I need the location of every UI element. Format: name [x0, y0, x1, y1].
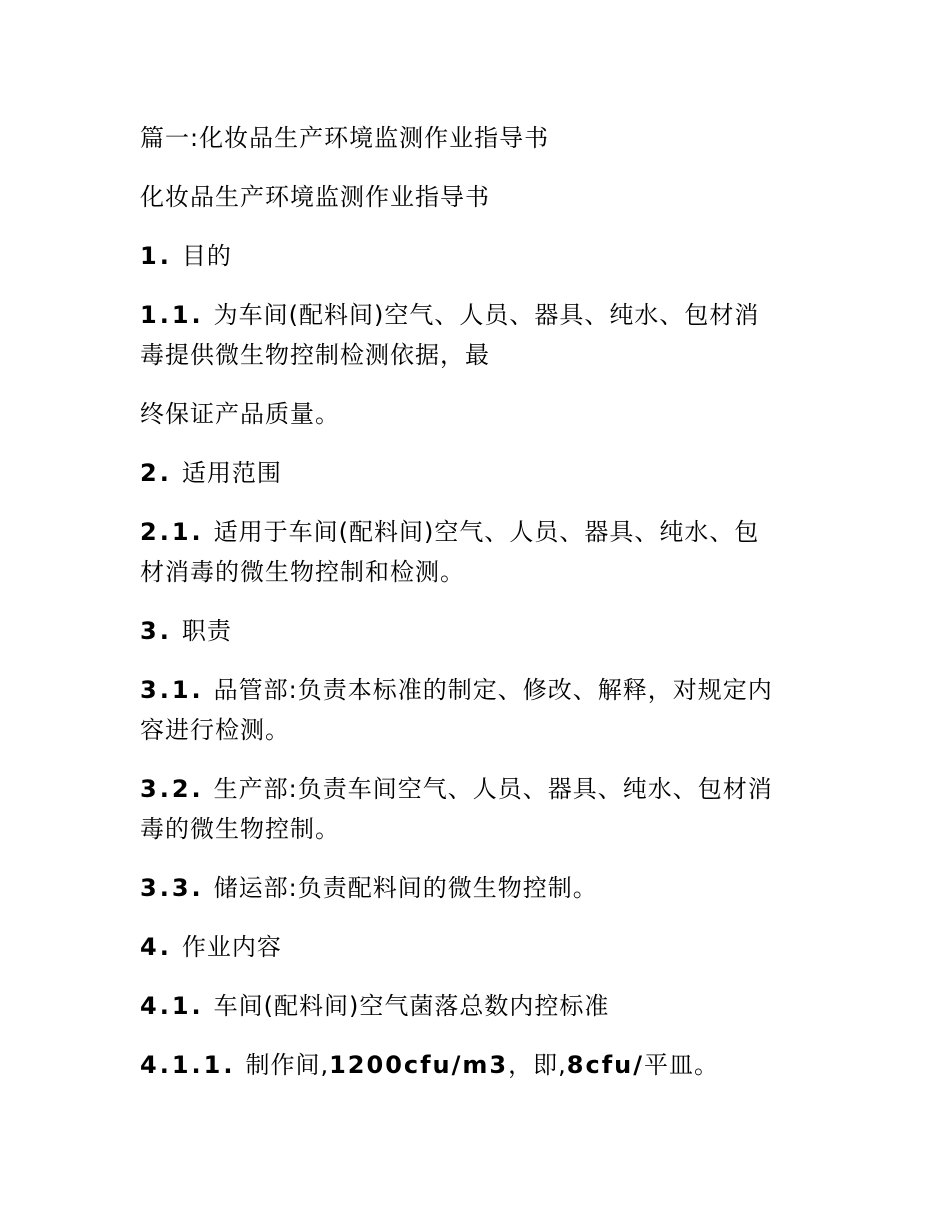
- paragraph-text: ，即,: [508, 1051, 567, 1079]
- section-number: 1.1.: [140, 301, 204, 329]
- section-number: 2.1.: [140, 518, 204, 546]
- paragraph-continuation: 终保证产品质量。: [140, 400, 340, 428]
- section-text: 职责: [181, 617, 232, 645]
- section-number: 1.: [140, 242, 172, 270]
- section-number: 4.1.: [140, 992, 204, 1020]
- paragraph-text: 车间(配料间)空气菌落总数内控标准: [213, 992, 610, 1020]
- paragraph-text: 为车间(配料间)空气、人员、器具、纯水、包材消: [213, 301, 760, 329]
- paragraph-3-2: [140, 769, 830, 849]
- section-heading-1: [140, 236, 830, 276]
- paragraph-line: [140, 295, 830, 335]
- document-subtitle: 化妆品生产环境监测作业指导书: [140, 183, 490, 211]
- paragraph-4-1-1: [140, 1045, 830, 1085]
- paragraph-3-3: [140, 868, 830, 908]
- section-text: 目的: [181, 242, 232, 270]
- paragraph-4-1: [140, 986, 830, 1026]
- paragraph-3-1: [140, 670, 830, 750]
- paragraph-1-1: [140, 295, 830, 375]
- section-number: 3.3.: [140, 874, 204, 902]
- limit-value: 8cfu/: [566, 1051, 644, 1079]
- paragraph-2-1: [140, 512, 830, 592]
- section-number: 2.: [140, 459, 172, 487]
- document-title: 篇一:化妆品生产环境监测作业指导书: [140, 124, 550, 152]
- paragraph-text: 品管部:负责本标准的制定、修改、解释，对规定内: [213, 676, 773, 704]
- document-body: [140, 118, 830, 1104]
- paragraph-line: 材消毒的微生物控制和检测。: [140, 558, 465, 586]
- section-heading-2: [140, 453, 830, 493]
- paragraph-text: 平皿。: [643, 1051, 719, 1079]
- paragraph-text: 储运部:负责配料间的微生物控制。: [213, 874, 598, 902]
- paragraph-line: [140, 670, 830, 710]
- paragraph-line: [140, 512, 830, 552]
- paragraph-text: 制作间,: [245, 1051, 330, 1079]
- section-heading-3: [140, 611, 830, 651]
- limit-value: 1200cfu/m3: [329, 1051, 509, 1079]
- paragraph-line: 毒的微生物控制。: [140, 815, 340, 843]
- section-number: 3.: [140, 617, 172, 645]
- paragraph-text: 适用于车间(配料间)空气、人员、器具、纯水、包: [213, 518, 760, 546]
- paragraph-line: [140, 769, 830, 809]
- section-number: 3.2.: [140, 775, 204, 803]
- paragraph-text: 生产部:负责车间空气、人员、器具、纯水、包材消: [213, 775, 773, 803]
- section-text: 作业内容: [181, 933, 282, 961]
- section-number: 4.1.1.: [140, 1051, 236, 1079]
- section-number: 3.1.: [140, 676, 204, 704]
- paragraph-line: 容进行检测。: [140, 716, 290, 744]
- section-text: 适用范围: [181, 459, 282, 487]
- section-number: 4.: [140, 933, 172, 961]
- section-heading-4: [140, 927, 830, 967]
- paragraph-line: 毒提供微生物控制检测依据，最: [140, 341, 490, 369]
